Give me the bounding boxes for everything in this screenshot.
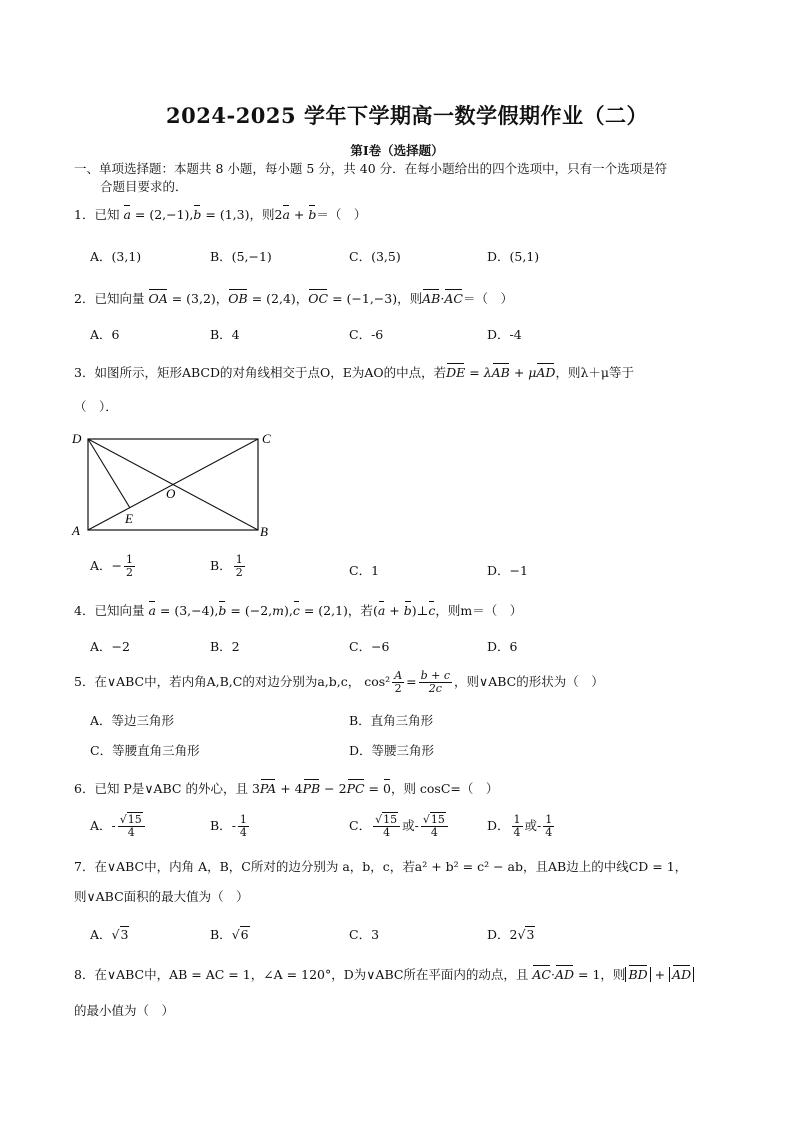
question-1-stem: 1．已知 a = (2,−1),b = (1,3)，则2a + b＝（ ） [74, 207, 367, 222]
label-d: D [72, 431, 82, 446]
question-2-option-a[interactable]: A．6 [90, 327, 120, 342]
question-6-option-d[interactable]: D． $\frac{1}{4}$ 或- $\frac{1}{4}$ [487, 813, 553, 839]
question-4-option-c[interactable]: C．−6 [349, 639, 390, 654]
label-e: E [125, 511, 133, 526]
label-b: B [260, 524, 268, 539]
label-a: A [72, 523, 80, 538]
question-8-stem-line2: 的最小值为（ ） [74, 1003, 175, 1018]
question-5-option-d[interactable]: D．等腰三角形 [349, 743, 435, 758]
question-2-stem: 2．已知向量 OA = (3,2)，OB = (2,4)，OC = (−1,−3)，则AB·AC＝（ ） [74, 291, 513, 306]
section-instructions-line2: 合题目要求的． [100, 179, 188, 194]
rectangle-figure [70, 428, 280, 543]
question-8-stem: 8．在∨ABC中，AB = AC = 1，∠A = 120°，D为∨ABC所在平面内的动点，且 AC·AD = 1，则 BD + AD [74, 966, 694, 984]
question-6-stem: 6．已知 P是∨ABC 的外心，且 3PA + 4PB − 2PC = 0，则 cosC=（ ） [74, 781, 499, 796]
question-3-stem-line2: （ ）． [74, 399, 118, 414]
section-instructions-line1: 一、单项选择题：本题共 8 小题，每小题 5 分，共 40 分．在每小题给出的四个选项中，只有一个选项是符 [74, 161, 668, 176]
question-6-option-c[interactable]: C． $\frac{√15}{4}$ 或- $\frac{√15}{4}$ [349, 814, 450, 839]
question-2-option-c[interactable]: C．-6 [349, 327, 384, 342]
label-c: C [262, 431, 271, 446]
question-7-stem: 7．在∨ABC中，内角 A，B，C所对的边分别为 a，b，c，若a² + b² = c² − ab，且AB边上的中线CD = 1， [74, 859, 688, 874]
question-3-option-b[interactable]: B． $\frac{1}{2}$ [210, 553, 243, 579]
question-3-option-d[interactable]: D．−1 [487, 563, 528, 578]
question-7-option-d[interactable]: D．2√3 [487, 927, 535, 942]
question-2-option-d[interactable]: D．-4 [487, 327, 522, 342]
question-5-option-a[interactable]: A．等边三角形 [90, 713, 175, 728]
question-4-option-b[interactable]: B．2 [210, 639, 240, 654]
question-7-option-b[interactable]: B．√6 [210, 927, 249, 942]
question-5-stem: 5．在∨ABC中，若内角A,B,C的对边分别为a,b,c， cos² $\frac{A}{2}$ = $\frac{b + c}{2c}$ ，则∨ABC的形状为（ ） [74, 669, 604, 695]
question-1-option-b[interactable]: B．(5,−1) [210, 249, 272, 264]
page-subtitle: 第Ⅰ卷（选择题） [350, 143, 444, 158]
question-4-option-d[interactable]: D．6 [487, 639, 518, 654]
question-6-option-a[interactable]: A．- $\frac{√15}{4}$ [90, 814, 147, 839]
question-5-option-c[interactable]: C．等腰直角三角形 [90, 743, 200, 758]
label-o: O [166, 486, 176, 501]
question-6-option-b[interactable]: B．- $\frac{1}{4}$ [210, 813, 247, 839]
question-1-option-c[interactable]: C．(3,5) [349, 249, 401, 264]
question-3-option-a[interactable]: A．− $\frac{1}{2}$ [90, 553, 134, 579]
question-7-option-a[interactable]: A．√3 [90, 927, 129, 942]
segment-de [88, 439, 130, 508]
question-7-stem-line2: 则∨ABC面积的最大值为（ ） [74, 889, 249, 904]
page-title: 2024-2025 学年下学期高一数学假期作业（二） [166, 103, 648, 128]
question-4-option-a[interactable]: A．−2 [90, 639, 130, 654]
question-2-option-b[interactable]: B．4 [210, 327, 240, 342]
question-7-option-c[interactable]: C．3 [349, 927, 380, 942]
question-5-option-b[interactable]: B．直角三角形 [349, 713, 434, 728]
question-3-stem: 3．如图所示，矩形ABCD的对角线相交于点O，E为AO的中点，若DE = λAB + μAD，则λ＋μ等于 [74, 365, 635, 380]
question-1-option-a[interactable]: A．(3,1) [90, 249, 142, 264]
question-4-stem: 4．已知向量 a = (3,−4),b = (−2,m),c = (2,1)，若(a + b)⊥c，则m＝（ ） [74, 603, 523, 618]
question-1-option-d[interactable]: D．(5,1) [487, 249, 540, 264]
question-3-option-c[interactable]: C．1 [349, 563, 380, 578]
